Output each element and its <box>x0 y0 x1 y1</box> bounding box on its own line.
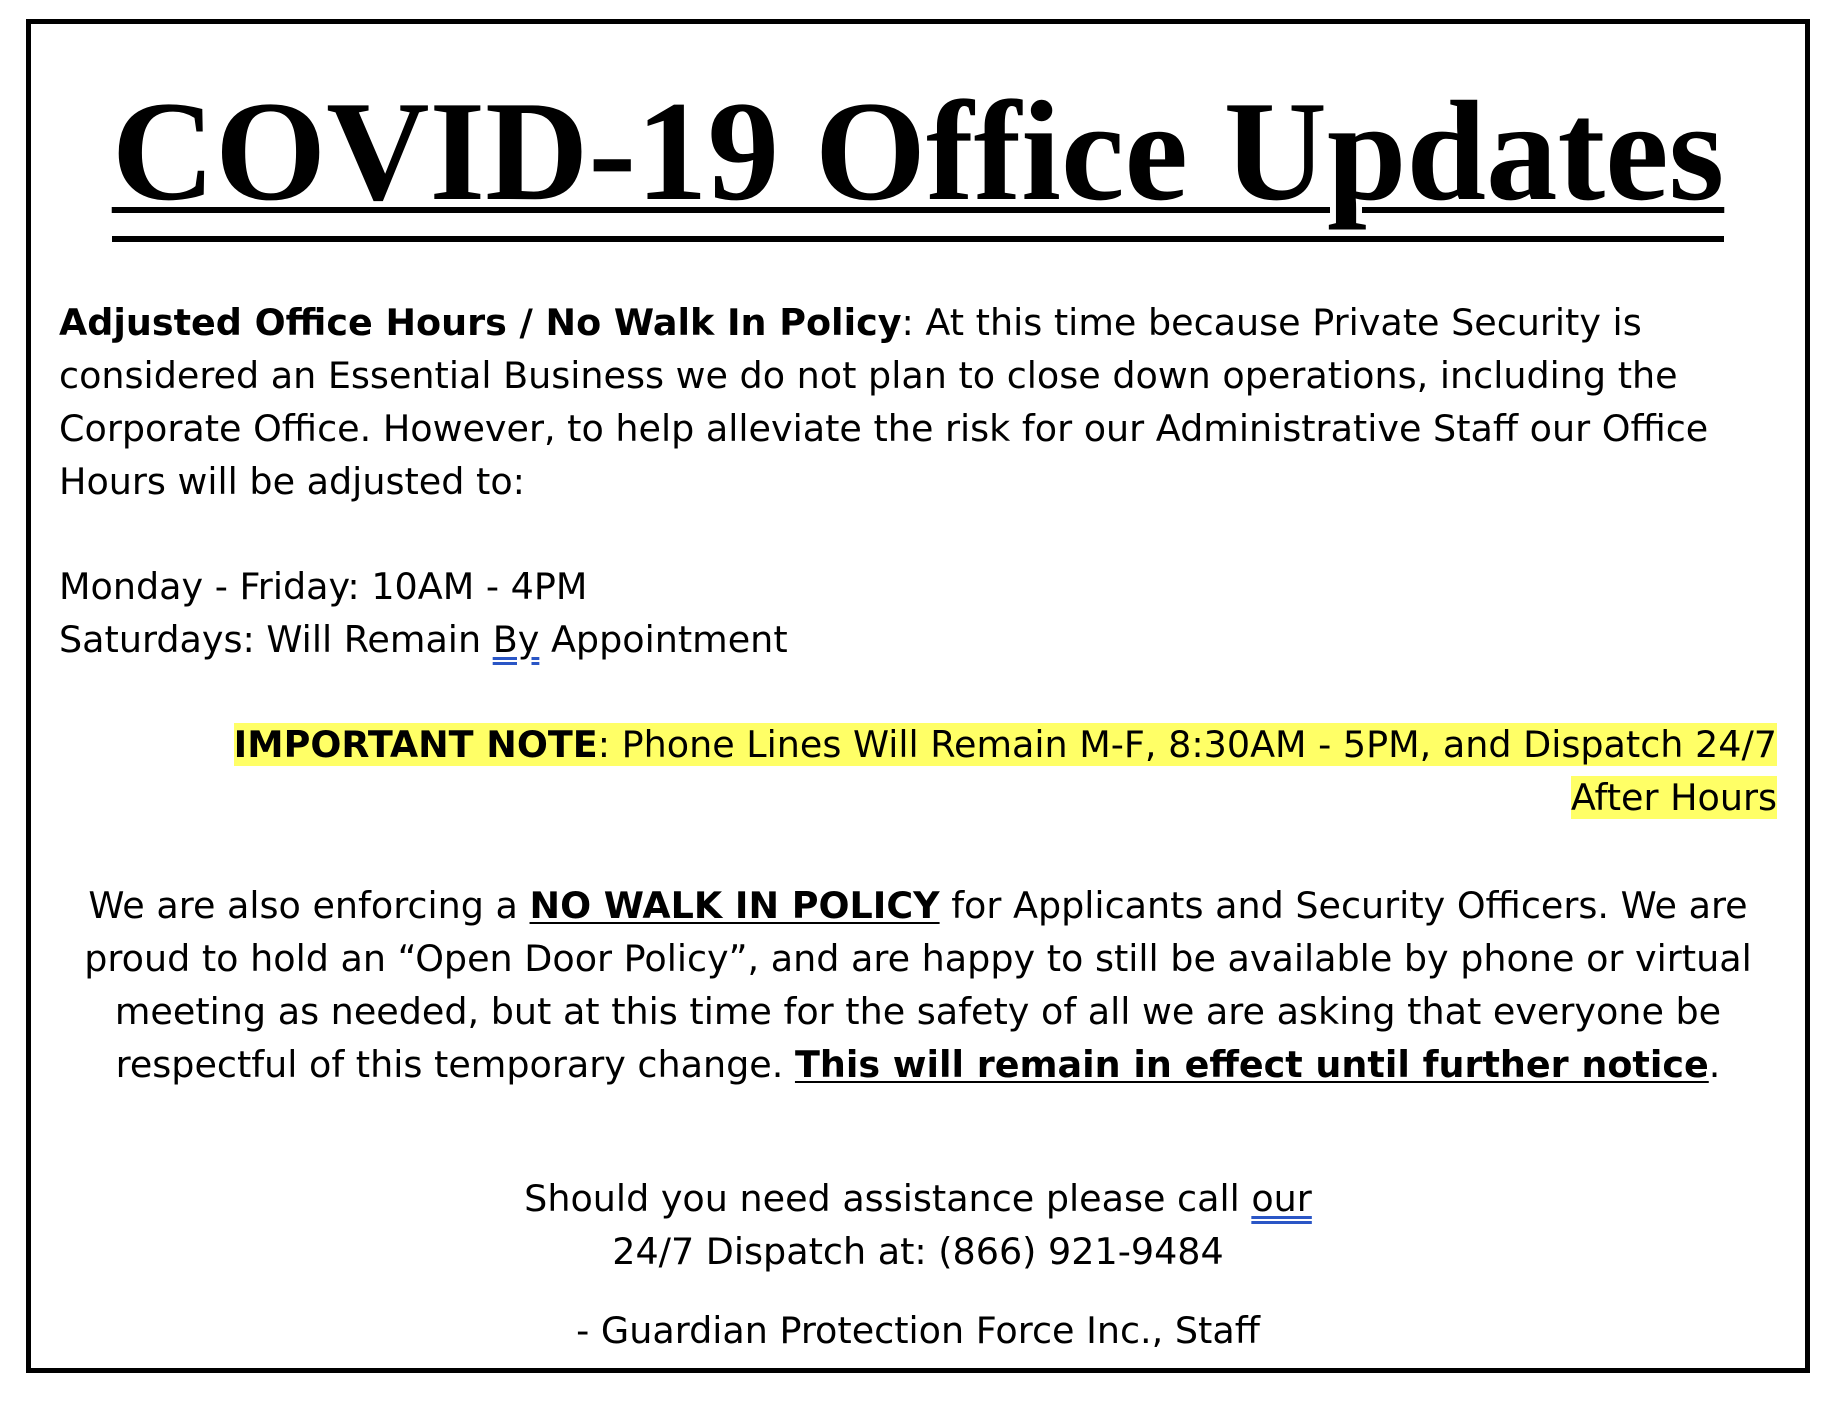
walk-in-policy-paragraph <box>71 879 1765 1091</box>
important-note <box>47 718 1777 824</box>
title-container <box>31 72 1805 242</box>
saturday-suffix: Appointment <box>539 618 788 661</box>
signoff: - Guardian Protection Force Inc., Staff <box>576 1309 1260 1352</box>
office-hours-heading: Adjusted Office Hours / No Walk In Policy <box>59 301 902 344</box>
weekday-hours: Monday - Friday: 10AM - 4PM <box>59 565 588 608</box>
no-walk-in-emphasis: NO WALK IN POLICY <box>529 884 940 927</box>
further-notice-emphasis: This will remain in effect until further notice <box>794 1043 1709 1086</box>
policy-period: . <box>1708 1043 1721 1086</box>
office-hours-heading-colon: : <box>901 301 914 344</box>
important-note-line2: After Hours <box>1570 776 1777 819</box>
office-hours-paragraph <box>59 296 1789 508</box>
important-note-line1 <box>234 723 1777 766</box>
hours-list <box>59 560 1789 666</box>
saturday-prefix: Saturdays: Will Remain <box>59 618 493 661</box>
office-hours-text: At this time because Private Security is considered an Essential Business we do not plan to close down operations, including the Corporate Office. However, to help alleviate the risk for our Administrative Staff our Office Hours will be adjusted to: <box>59 301 1709 503</box>
important-note-text: : Phone Lines Will Remain M-F, 8:30AM - 5PM, and Dispatch 24/7 <box>597 723 1777 766</box>
policy-middle: for Applicants and Security Officers. We are proud to hold an “Open Door Policy”, and are happy to still be available by phone or virtual meeting as needed, but at this time for the safety of all we are asking that everyone be respectful of this temporary change. <box>84 884 1752 1086</box>
contact-marked-word: our <box>1251 1177 1312 1220</box>
contact-line1 <box>31 1172 1805 1225</box>
dispatch-phone: 24/7 Dispatch at: (866) 921-9484 <box>612 1230 1224 1273</box>
contact-prefix: Should you need assistance please call <box>524 1177 1252 1220</box>
saturday-marked-word: By <box>492 618 540 661</box>
important-note-label: IMPORTANT NOTE <box>233 723 598 766</box>
notice-frame <box>26 19 1810 1373</box>
policy-prefix: We are also enforcing a <box>88 884 530 927</box>
saturday-hours <box>59 613 1789 666</box>
page-title: COVID-19 Office Updates <box>112 76 1725 242</box>
contact-block <box>31 1172 1805 1278</box>
